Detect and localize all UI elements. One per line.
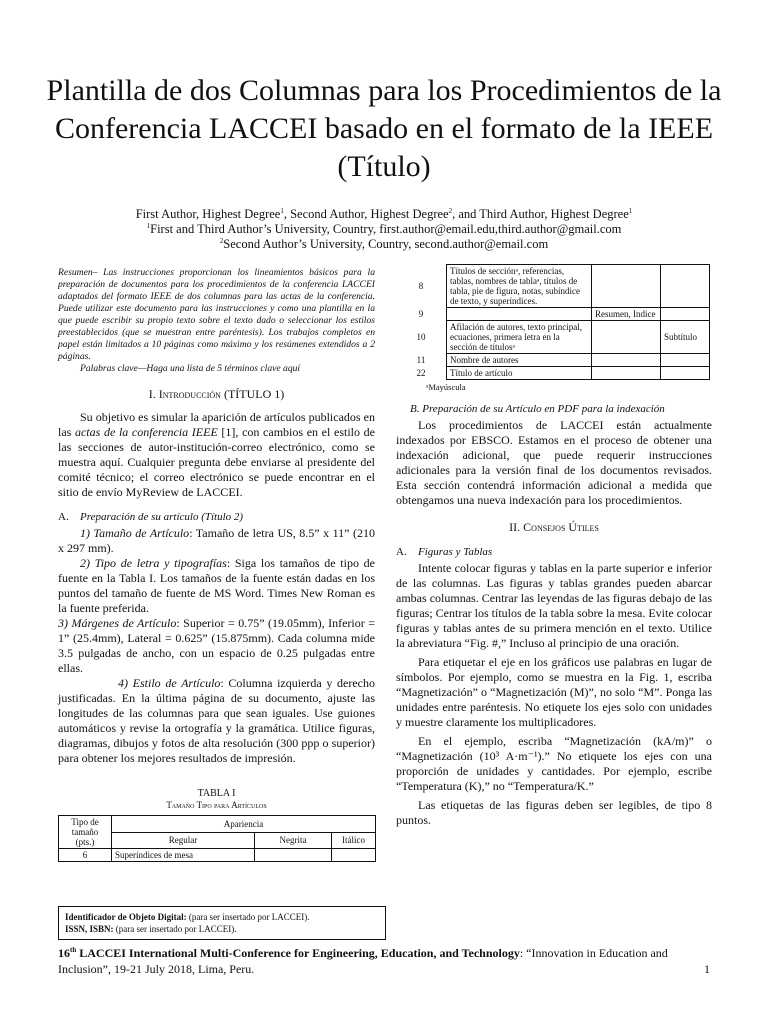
table-caption: TABLA I — [197, 788, 236, 799]
figures-paragraph-2: Para etiquetar el eje en los gráficos use palabras en lugar de símbolos. Por ejemplo, como se muestra en la Fig. 1, escriba “Magnetización” o “Magnetización (M)”, no solo “M”. Ponga las unidades entre paréntesis. No etiquete los ejes solo con unidades y muestre claramente los multiplicadores. — [396, 655, 712, 729]
abstract: Resumen– Las instrucciones proporcionan los lineamientos básicos para la preparación de documentos para los procedimientos de la conferencia LACCEI adaptados del formato IEEE de dos columnas para las actas de la conferencia. Puede utilizar este documento para las instrucciones y como una plantilla en la que puede escribir su propio texto sobre el texto dado o seleccionar los estilos preestablecidos (que se muestran entre paréntesis). Los trabajos completos en papel están limitados a 10 páginas como máximo y los resúmenes extendidos a 2 páginas. — [58, 267, 375, 362]
table-row: 22 Título de artículo — [396, 367, 710, 380]
subsection-heading-figures: A. Figuras y Tablas — [396, 546, 493, 558]
left-column — [58, 267, 375, 862]
conference-footer: 16th LACCEI International Multi-Conference for Engineering, Education, and Technology: “Innovation in Education and Inclusion”, 19-21 July 2018, Lima, Peru. — [58, 946, 668, 976]
paragraph-fonts: 2) Tipo de letra y tipografías: Siga los tamaños de tipo de fuente en la Tabla I. Los tamaños de la fuente están dadas en los puntos del tamaño de fuente de MS Word. Times New Roman es la fuente preferida. — [58, 556, 375, 615]
affiliation-2: $^2$Second Author’s University, Country, second.author@email.com — [219, 236, 549, 251]
subsection-heading-pdf: B. Preparación de su Artículo en PDF para la indexación — [410, 403, 665, 415]
table-cell-size: 6 — [59, 849, 112, 862]
intro-paragraph: Su objetivo es simular la aparición de artículos publicados en las actas de la conferencia IEEE [1], con cambios en el estilo de las secciones de autor-institución-correo electrónico, como se muestra aquí. Cualquier pregunta debe enviarse al presidente del comité técnico; el correo electrónico se puede encontrar en el sitio de envío MyReview de LACCEI. — [58, 410, 375, 499]
table-footnote: ᵃMayúscula — [426, 382, 466, 392]
font-size-table — [58, 815, 376, 862]
subsection-heading-preparation: A. Preparación de su artículo (Título 2) — [58, 511, 244, 523]
paragraph-paper-size: 1) Tamaño de Artículo: Tamaño de letra US, 8.5” x 11” (210 x 297 mm). — [58, 526, 376, 555]
table-header-bold: Negrita — [255, 832, 332, 849]
paragraph-margins: 3) Márgenes de Artículo: Superior = 0.75” (19.05mm), Inferior = 1” (25.4mm), Lateral = 0.625” (15.875mm). Cada columna mide 3.5 pulgadas de ancho, con un espacio de 0.25 pulgadas entre ellas. — [58, 616, 375, 675]
table-cell-bold — [255, 849, 332, 862]
table-row: 8 Títulos de secciónᵃ, referencias, tablas, nombres de tablaᵃ, títulos de tabla, pie de figura, notas, subíndice de texto, y superíndices. — [396, 265, 710, 308]
figures-paragraph-3: En el ejemplo, escriba “Magnetización (kA/m)” o “Magnetización (10³ A·m⁻¹).” No etiquete los ejes con una proporción de unidades y cantidades. Por ejemplo, escribe “Temperatura (K),” no “Temperatura/K.” — [396, 734, 712, 793]
page-number: 1 — [704, 962, 710, 976]
section-heading-introduction: I. Introducción (TÍTULO 1) — [148, 387, 285, 401]
paper-title: Plantilla de dos Columnas para los Procedimientos de la Conferencia LACCEI basado en el formato de la IEEE (Título) — [46, 74, 722, 183]
table-header-italic: Itálico — [332, 832, 376, 849]
figures-paragraph-1: Intente colocar figuras y tablas en la parte superior e inferior de las columnas. Las figuras y tablas grandes pueden abarcar ambas columnas. Centrar las leyendas de las figuras debajo de las figuras; Centrar los títulos de la tabla sobre la mesa. Evite colocar figuras y tablas antes de su primera mención en el texto. Utilice la abreviatura “Fig. #,” Incluso al principio de una oración. — [396, 561, 712, 650]
figures-paragraph-4: Las etiquetas de las figuras deben ser legibles, de tipo 8 puntos. — [396, 798, 712, 827]
paragraph-style: 4) Estilo de Artículo: Columna izquierda y derecho justificadas. En la última página de su documento, ajuste las longitudes de las columnas para que sean iguales. Use guiones automáticos y revise la ortografía y la gramática. Utilice figuras, diagramas, dibujos y fotos de alta resolución (300 ppp o superior) para obtener los mejores resultados de impresión. — [58, 676, 376, 765]
table-header-appearance: Apariencia — [112, 816, 376, 833]
table-row: 11 Nombre de autores — [396, 354, 710, 367]
table-row: 10 Afilación de autores, texto principal, ecuaciones, primera letra en la sección de títulosᵃ Subtítulo — [396, 321, 710, 354]
table-cell-italic — [332, 849, 376, 862]
affiliation-1: $^1$First and Third Author’s University, Country, first.author@email.edu,third.author@gmail.com — [146, 221, 622, 236]
keywords: Palabras clave—Haga una lista de 5 términos clave aquí — [80, 363, 301, 374]
font-size-table-continued — [396, 264, 710, 380]
table-subtitle: Tamaño Tipo para Artículos — [166, 800, 267, 810]
author-line: First Author, Highest Degree$^1$, Second Author, Highest Degree$^2$, and Third Author, Highest Degree$^1$ — [135, 206, 633, 221]
table-row: 9 Resumen, Indice — [396, 308, 710, 321]
doi-box: Identificador de Objeto Digital: (para ser insertado por LACCEI). ISSN, ISBN: (para ser insertado por LACCEI). — [58, 906, 386, 940]
table-cell-regular: Superíndices de mesa — [112, 849, 255, 862]
table-header-regular: Regular — [112, 832, 255, 849]
table-header-size: Tipo de tamaño (pts.) — [59, 816, 112, 849]
right-column — [396, 264, 712, 828]
section-heading-tips: II. Consejos Útiles — [509, 520, 599, 534]
pdf-paragraph: Los procedimientos de LACCEI están actualmente indexados por EBSCO. Estamos en el proceso de obtener una indexación adicional, que puede requerir instrucciones adicionales para la versión final de los documentos revisados. Esta sección contendrá información adicional a medida que obtengamos una nueva indexación para los procedimientos. — [396, 418, 712, 507]
